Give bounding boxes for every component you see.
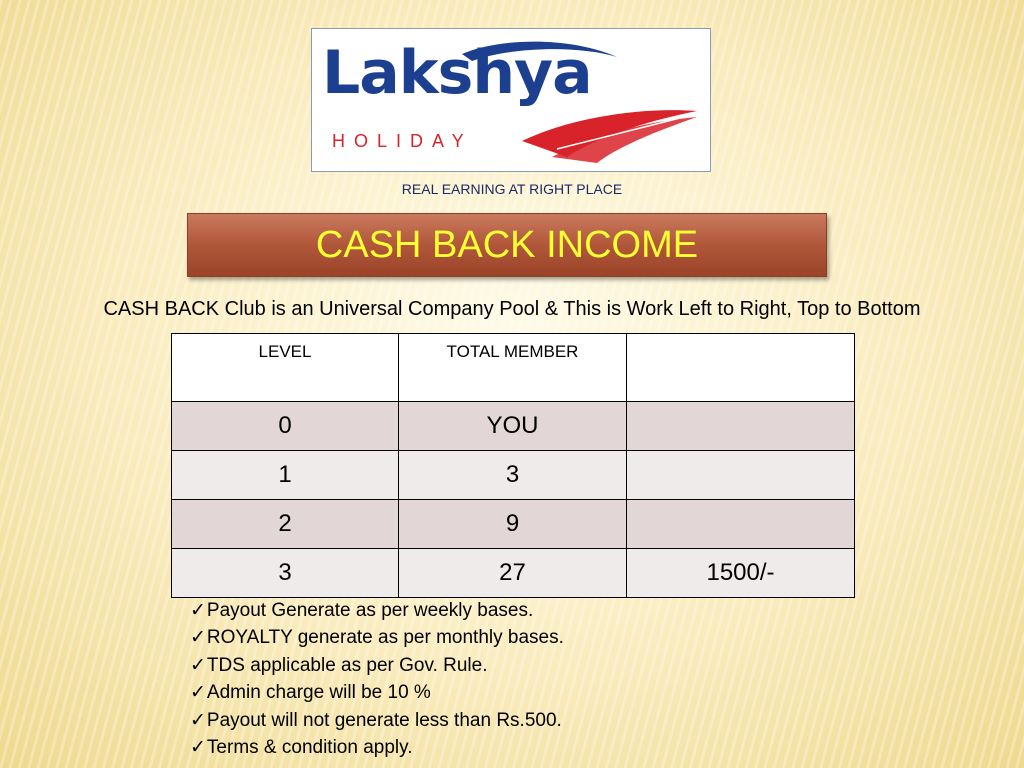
note-text: Terms & condition apply. — [206, 736, 413, 758]
list-item — [190, 597, 564, 624]
level-cell: 2 — [172, 500, 399, 549]
check-icon: ✓ — [190, 682, 206, 704]
member-cell: 3 — [399, 451, 627, 500]
level-cell: 0 — [172, 402, 399, 451]
list-item — [190, 652, 564, 679]
page-title-banner: CASH BACK INCOME — [187, 213, 827, 277]
check-icon: ✓ — [190, 654, 206, 676]
member-cell: 9 — [399, 500, 627, 549]
intro-text: CASH BACK Club is an Universal Company Pool & This is Work Left to Right, Top to Bottom — [103, 298, 921, 320]
check-icon: ✓ — [190, 600, 206, 621]
list-item — [190, 624, 564, 651]
income-cell — [627, 451, 855, 500]
note-text: Payout will not generate less than Rs.500. — [206, 709, 562, 731]
member-cell: 27 — [399, 549, 627, 598]
level-table — [171, 333, 855, 598]
logo-brand-text: Lakshya — [322, 38, 592, 108]
logo — [311, 28, 711, 172]
note-text: TDS applicable as per Gov. Rule. — [206, 654, 488, 676]
table-row — [172, 500, 855, 549]
income-cell — [627, 402, 855, 451]
table-row — [172, 549, 855, 598]
note-text: Admin charge will be 10 % — [206, 682, 431, 704]
note-text: ROYALTY generate as per monthly bases. — [206, 627, 564, 649]
note-text: Payout Generate as per weekly bases. — [206, 600, 534, 621]
list-item — [190, 734, 564, 761]
income-cell: 1500/- — [627, 549, 855, 598]
table-header-row — [172, 334, 855, 402]
level-cell: 3 — [172, 549, 399, 598]
list-item — [190, 707, 564, 734]
table-row — [172, 451, 855, 500]
level-cell: 1 — [172, 451, 399, 500]
check-icon: ✓ — [190, 627, 206, 649]
logo-subtitle: HOLIDAY — [332, 131, 473, 151]
member-cell: YOU — [399, 402, 627, 451]
check-icon: ✓ — [190, 736, 206, 758]
header-level: LEVEL — [172, 334, 399, 402]
list-item — [190, 679, 564, 706]
notes-list — [190, 597, 564, 761]
header-total-member: TOTAL MEMBER — [399, 334, 627, 402]
table-row — [172, 402, 855, 451]
tagline: REAL EARNING AT RIGHT PLACE — [401, 181, 623, 197]
income-cell — [627, 500, 855, 549]
check-icon: ✓ — [190, 709, 206, 731]
header-income — [627, 334, 855, 402]
